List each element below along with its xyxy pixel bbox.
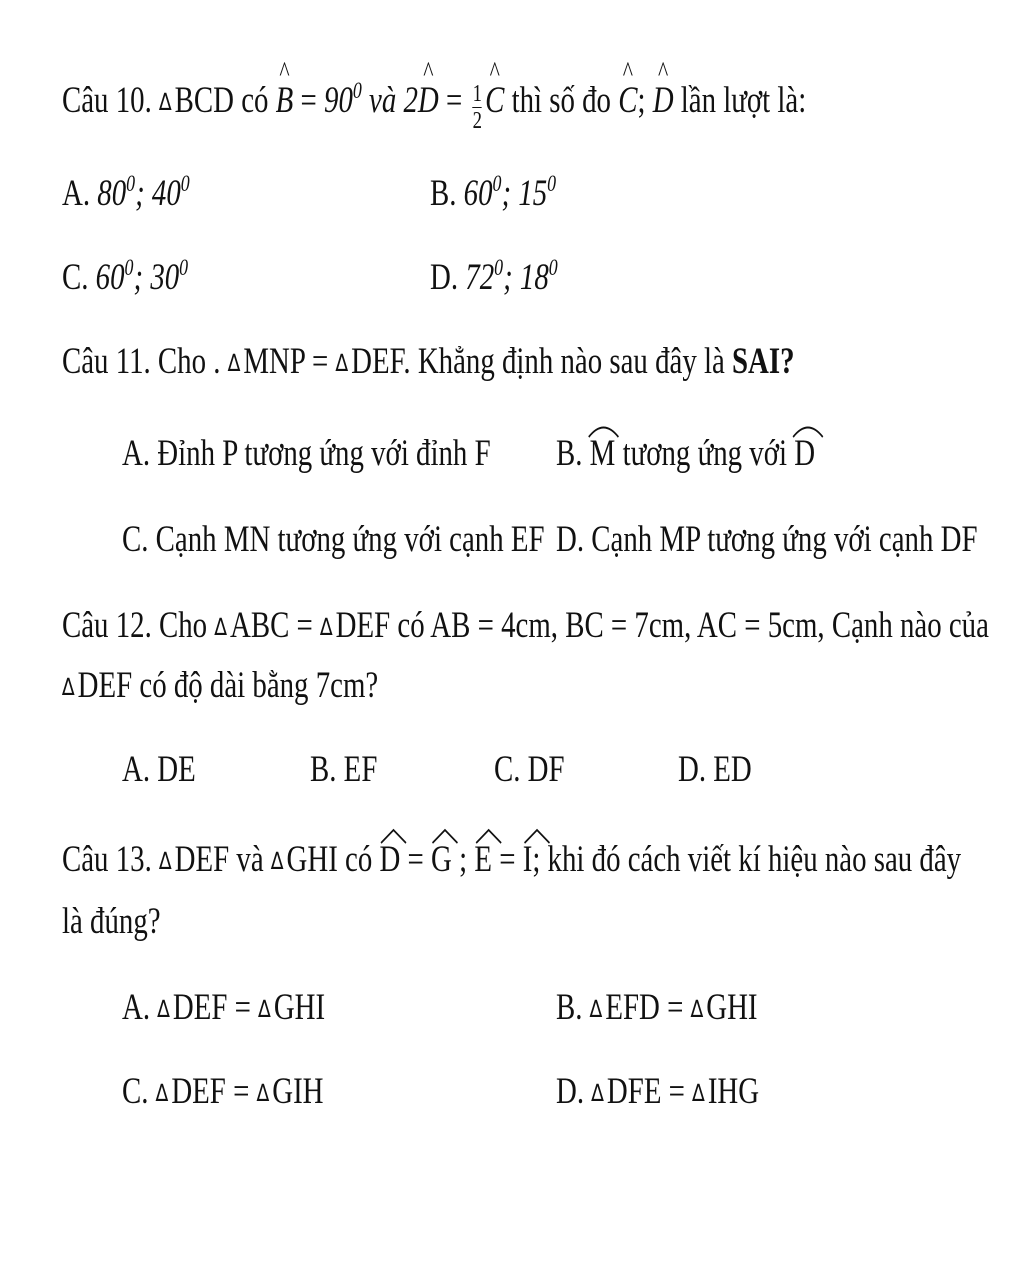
equals: = <box>296 605 313 646</box>
equals: = <box>300 79 317 121</box>
question-text-a: Cho <box>159 605 208 646</box>
word-va: và <box>369 79 397 121</box>
angle-i-hat: I <box>523 838 533 882</box>
question-text-a: Cho . <box>157 341 221 382</box>
option-10b[interactable]: B. $60^0$; $15^0$ <box>430 170 557 214</box>
triangle-1: DEF <box>174 839 230 880</box>
semicolon: ; <box>459 839 468 880</box>
angle-b: ^ B <box>275 56 294 121</box>
angle-value: $90^0$ <box>324 77 362 121</box>
triangle-1: MNP <box>243 341 305 382</box>
word-co: có <box>345 839 373 880</box>
triangle-symbol-2: ∆ <box>335 349 349 377</box>
triangle-symbol: ∆ <box>159 847 172 875</box>
option-12d[interactable]: D. ED <box>678 749 752 790</box>
equals: = <box>407 839 424 880</box>
option-13d[interactable]: D. ∆DFE = ∆IHG <box>556 1071 760 1112</box>
option-11b[interactable]: B. M tương ứng với D <box>556 432 815 476</box>
triangle-symbol: ∆ <box>214 613 227 641</box>
triangle-3: DEF <box>77 665 133 706</box>
word-va: và <box>236 839 264 880</box>
question-text-b: . Khẳng định nào sau đây là <box>403 341 725 382</box>
semicolon: ; <box>637 79 646 121</box>
option-12a[interactable]: A. DE <box>122 749 196 790</box>
triangle-2: GHI <box>286 839 338 880</box>
question-12 <box>62 604 989 651</box>
triangle-symbol-2: ∆ <box>320 613 333 641</box>
angle-d-wide-hat: D <box>794 432 815 476</box>
question-11 <box>62 340 795 387</box>
angle-d: ^ D <box>652 56 674 121</box>
option-13c[interactable]: C. ∆DEF = ∆GIH <box>122 1071 324 1112</box>
angle-c: ^ C <box>485 56 505 121</box>
question-10 <box>62 56 807 134</box>
question-12-line-2 <box>62 664 378 711</box>
option-13a[interactable]: A. ∆DEF = ∆GHI <box>122 987 326 1028</box>
angle-c-2: ^ C <box>618 56 638 121</box>
question-13-line-2 <box>62 900 161 944</box>
question-13 <box>62 838 961 885</box>
triangle-symbol: ∆ <box>159 87 172 116</box>
triangle-name: BCD <box>174 79 234 121</box>
option-10a[interactable]: A. $80^0$; $40^0$ <box>62 170 190 214</box>
option-11a[interactable]: A. Đỉnh P tương ứng với đỉnh F <box>122 433 491 474</box>
triangle-2: DEF <box>335 605 391 646</box>
angle-e-hat: E <box>474 838 492 882</box>
angle-g-hat: G <box>431 838 452 882</box>
question-label: Câu 10. <box>62 79 152 121</box>
question-text: thì số đo <box>511 79 611 121</box>
angle-d-hat: D <box>379 838 400 882</box>
option-10c[interactable]: C. $60^0$; $30^0$ <box>62 254 189 298</box>
triangle-symbol: ∆ <box>227 349 241 377</box>
emphasis-sai: SAI? <box>732 341 795 382</box>
equals-2: = <box>499 839 516 880</box>
option-12b[interactable]: B. EF <box>310 749 378 790</box>
coefficient: 2 ^ D <box>403 56 439 121</box>
question-label: Câu 13. <box>62 839 152 880</box>
option-11c[interactable]: C. Cạnh MN tương ứng với cạnh EF <box>122 519 545 560</box>
question-label: Câu 12. <box>62 605 152 646</box>
question-end: lần lượt là: <box>680 79 807 121</box>
equals-2: = <box>446 79 463 121</box>
option-12c[interactable]: C. DF <box>494 749 565 790</box>
option-13b[interactable]: B. ∆EFD = ∆GHI <box>556 987 758 1028</box>
triangle-2: DEF <box>351 341 404 382</box>
question-text-b: ; khi đó cách viết kí hiệu nào sau đây <box>532 839 962 880</box>
triangle-symbol-3: ∆ <box>62 673 75 701</box>
option-10d[interactable]: D. $72^0$; $18^0$ <box>430 254 558 298</box>
triangle-symbol-2: ∆ <box>270 847 284 875</box>
option-11d[interactable]: D. Cạnh MP tương ứng với cạnh DF <box>556 519 978 560</box>
fraction-half: $\frac{1}{2}$ <box>472 81 482 134</box>
question-text-c: là đúng? <box>62 901 161 942</box>
triangle-1: ABC <box>229 605 290 646</box>
equals: = <box>312 341 329 382</box>
question-text-c: có độ dài bằng 7cm? <box>139 665 379 706</box>
question-label: Câu 11. <box>62 341 151 382</box>
word-co: có <box>241 79 269 121</box>
angle-m-wide-hat: M <box>590 432 616 476</box>
question-text-b: có AB = 4cm, BC = 7cm, AC = 5cm, Cạnh nào của <box>397 605 989 646</box>
